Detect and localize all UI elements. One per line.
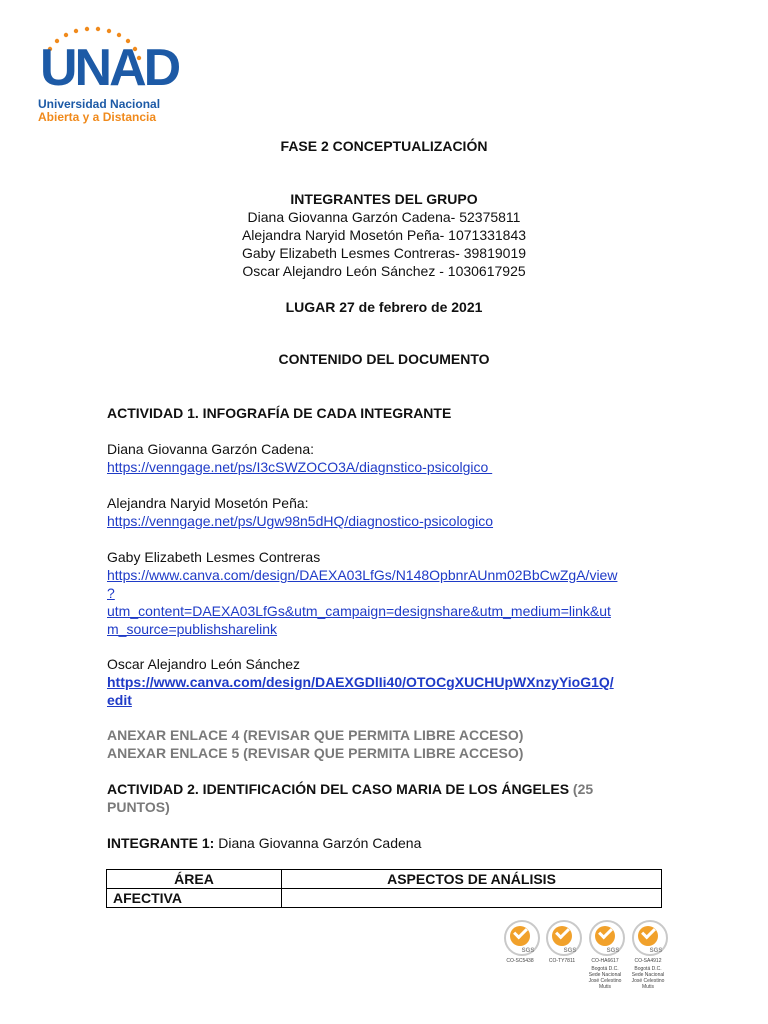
activity1-heading: ACTIVIDAD 1. INFOGRAFÍA DE CADA INTEGRANTE [107,405,452,421]
group-member: Gaby Elizabeth Lesmes Contreras- 39819019 [241,245,527,261]
group-member: Diana Giovanna Garzón Cadena- 52375811 [247,209,521,225]
link-line[interactable]: https://www.canva.com/design/DAEXGDlIi40/OTOCgXUCHUpWXnzyYioG1Q/ [107,674,614,690]
link-line[interactable]: m_source=publishsharelink [107,621,278,637]
table-cell [282,889,662,908]
link-line[interactable]: https://www.canva.com/design/DAEXA03LfGs/N148OpbnrAUnm02BbCwZgA/view [107,567,618,583]
seal-label: SGS [649,948,663,954]
group-heading: INTEGRANTES DEL GRUPO [290,191,478,207]
member-name: Alejandra Naryid Mosetón Peña: [107,495,309,511]
contents-heading: CONTENIDO DEL DOCUMENTO [278,351,490,367]
logo-line-2: Abierta y a Distancia [38,110,157,124]
analysis-table [106,869,662,908]
activity2-points-line2: PUNTOS) [107,799,170,815]
seal-footer: José Celestino Mutis [631,978,665,990]
member-name: Gaby Elizabeth Lesmes Contreras [107,549,321,565]
activity2-heading [107,780,667,798]
group-member: Alejandra Naryid Mosetón Peña- 1071331843 [241,227,527,243]
table-cell: AFECTIVA [107,889,282,908]
seal-footer: Sede Nacional [588,972,622,978]
seal-label: SGS [521,948,535,954]
infographic-link[interactable] [107,566,617,638]
seal-code: CO-TY7811 [548,958,576,964]
logo-line-1: Universidad Nacional [38,97,161,111]
activity2-points: (25 [572,781,594,797]
table-header-row [107,870,662,889]
member-name: Oscar Alejandro León Sánchez [107,656,301,672]
annex-note: ANEXAR ENLACE 4 (REVISAR QUE PERMITA LIBRE ACCESO) [107,727,524,743]
member-label: INTEGRANTE 1: [107,835,215,851]
seal-footer: Sede Nacional [631,972,665,978]
seal-footer: José Celestino Mutis [588,978,622,990]
unad-logo [38,26,179,126]
seal-footer: Bogotá D.C. [591,966,619,972]
seal-code: CO-SA4912 [634,958,662,964]
seal-label: SGS [606,948,620,954]
certification-seals [500,918,680,988]
table-header-cell: ÁREA [107,870,282,889]
link-line[interactable]: ? [107,585,115,601]
member-line [107,834,421,852]
place-date: LUGAR 27 de febrero de 2021 [285,299,483,315]
infographic-link[interactable]: https://venngage.net/ps/I3cSWZOCO3A/diagnstico-psicolgico [107,459,493,475]
table-row [107,889,662,908]
logo-acronym: UNAD [40,39,179,97]
member-name: Diana Giovanna Garzón Cadena: [107,441,315,457]
annex-note: ANEXAR ENLACE 5 (REVISAR QUE PERMITA LIBRE ACCESO) [107,745,524,761]
seal-label: SGS [563,948,577,954]
table-header-cell: ASPECTOS DE ANÁLISIS [282,870,662,889]
member-value: Diana Giovanna Garzón Cadena [214,835,422,851]
group-member: Oscar Alejandro León Sánchez - 1030617925 [242,263,526,279]
infographic-link[interactable] [107,673,614,709]
seal-code: CO-HA6617 [591,958,619,964]
document-title: FASE 2 CONCEPTUALIZACIÓN [280,138,488,154]
link-line[interactable]: utm_content=DAEXA03LfGs&utm_campaign=designshare&utm_medium=link&ut [107,603,611,619]
activity2-title: ACTIVIDAD 2. IDENTIFICACIÓN DEL CASO MARIA DE LOS ÁNGELES [107,781,570,797]
infographic-link[interactable]: https://venngage.net/ps/Ugw98n5dHQ/diagnostico-psicologico [107,513,494,529]
seal-code: CO-SC5438 [506,958,534,964]
seal-footer: Bogotá D.C. [634,966,662,972]
link-line[interactable]: edit [107,692,132,708]
